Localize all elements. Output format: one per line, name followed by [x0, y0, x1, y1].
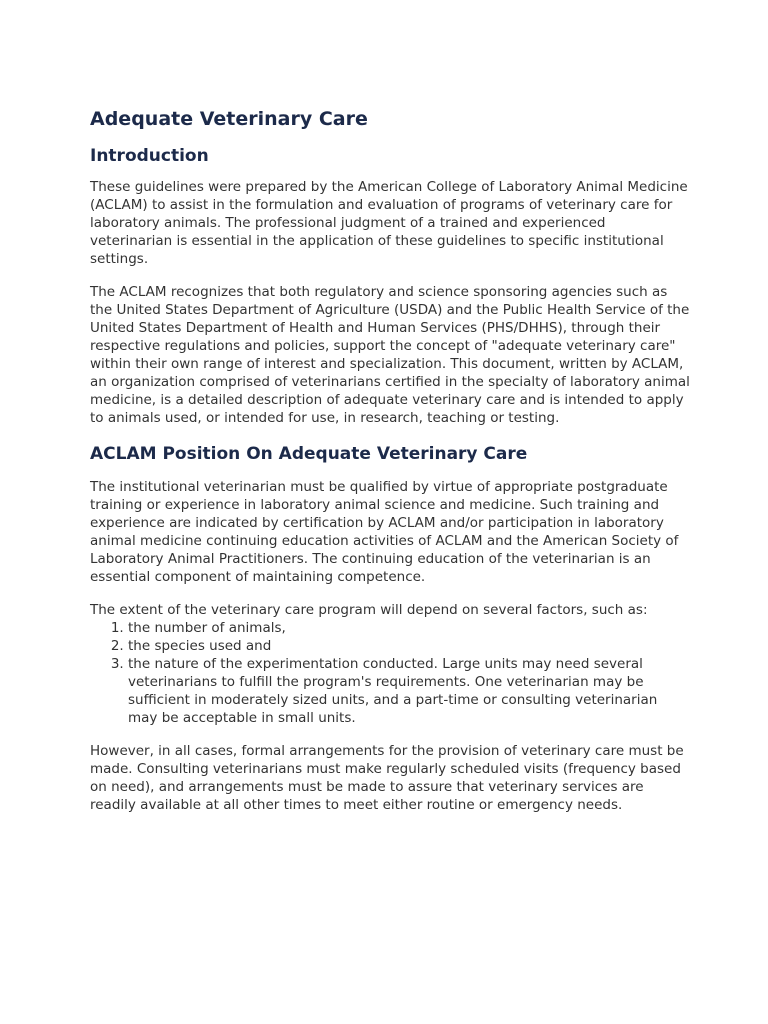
list-item: 1. the number of animals, — [128, 619, 690, 637]
intro-paragraph-1: These guidelines were prepared by the American College of Laboratory Animal Medicine (ACLAM) to assist in the formulation and evaluation of programs of veterinary care for laboratory animals. The professional judgment of a trained and experienced veterinarian is essential in the application of these guidelines to specific institutional settings. — [90, 179, 688, 267]
document-page — [90, 106, 690, 829]
list-item: 3. the nature of the experimentation conducted. Large units may need several veterinarians to fulfill the program's requirements. One veterinarian may be sufficient in moderately sized units, and a part-time or consulting veterinarian may be acceptable in small units. — [128, 655, 690, 727]
list-item: 2. the species used and — [128, 637, 690, 655]
position-closing-paragraph: However, in all cases, formal arrangements for the provision of veterinary care must be made. Consulting veterinarians must make regularly scheduled visits (frequency based on need), and arrangements must be made to assure that veterinary services are readily available at all other times to meet either routine or emergency needs. — [90, 743, 684, 813]
factors-list — [90, 619, 690, 727]
position-paragraph-1: The institutional veterinarian must be qualified by virtue of appropriate postgraduate training or experience in laboratory animal science and medicine. Such training and experience are indicated by certification by ACLAM and/or participation in laboratory animal medicine continuing education activities of ACLAM and the American Society of Laboratory Animal Practitioners. The continuing education of the veterinarian is an essential component of maintaining competence. — [90, 479, 679, 585]
intro-paragraph-2: The ACLAM recognizes that both regulatory and science sponsoring agencies such as the United States Department of Agriculture (USDA) and the Public Health Service of the United States Department of Health and Human Services (PHS/DHHS), through their respective regulations and policies, support the concept of "adequate veterinary care" within their own range of interest and specialization. This document, written by ACLAM, an organization comprised of veterinarians certified in the specialty of laboratory animal medicine, is a detailed description of adequate veterinary care and is intended to apply to animals used, or intended for use, in research, teaching or testing. — [90, 284, 690, 426]
section-heading-introduction: Introduction — [90, 146, 209, 166]
section-heading-aclam-position: ACLAM Position On Adequate Veterinary Care — [90, 444, 528, 464]
position-paragraph-2: The extent of the veterinary care program will depend on several factors, such as: — [90, 602, 648, 618]
document-title: Adequate Veterinary Care — [90, 108, 368, 130]
